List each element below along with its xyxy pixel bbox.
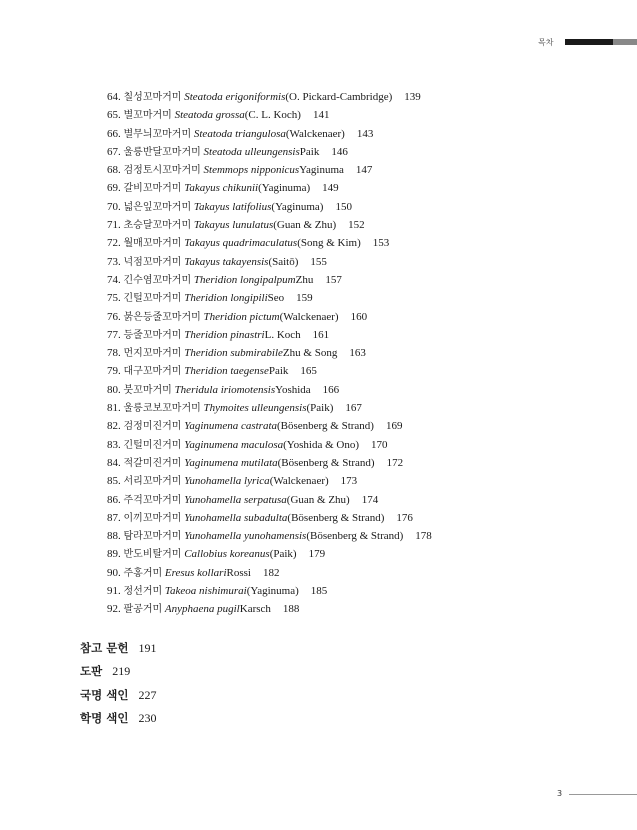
toc-entry[interactable]	[107, 362, 432, 380]
toc-entry-number: 66.	[107, 127, 121, 140]
toc-entry-author: Zhu & Song	[282, 347, 338, 360]
toc-entry-number: 72.	[107, 237, 121, 250]
toc-entry[interactable]	[107, 234, 432, 252]
toc-entry[interactable]	[107, 326, 432, 344]
toc-entry-author: Yaginuma	[299, 164, 344, 177]
toc-entry-korean-name: 긴털꼬마거미	[123, 293, 182, 305]
toc-entry-scientific-name: Takayus lunulatus	[193, 219, 274, 232]
toc-entry-korean-name: 주걱꼬마거미	[123, 494, 182, 506]
toc-entry-page: 182	[262, 566, 280, 579]
toc-entry-scientific-name: Yaginumena maculosa	[184, 438, 284, 451]
toc-entry-korean-name: 갈비꼬마거미	[123, 183, 182, 195]
toc-entry-author: L. Koch	[264, 328, 301, 341]
toc-entry-scientific-name: Theridion submirabile	[184, 347, 283, 360]
toc-entry-korean-name: 서리꼬마거미	[123, 476, 182, 488]
toc-entry-page: 150	[335, 200, 352, 213]
toc-entry-number: 78.	[107, 347, 121, 360]
toc-entry-scientific-name: Theridion longipalpum	[193, 273, 296, 286]
toc-entry[interactable]	[107, 491, 432, 509]
toc-entry-korean-name: 울릉코보꼬마거미	[123, 403, 201, 415]
toc-entry[interactable]	[107, 106, 432, 124]
toc-entry-korean-name: 정선거미	[123, 586, 163, 598]
section-page: 230	[138, 710, 157, 725]
toc-entry-page: 146	[331, 145, 348, 158]
toc-entry-page: 166	[322, 383, 340, 396]
toc-entry-korean-name: 검정토시꼬마거미	[123, 165, 201, 177]
toc-entry-author: (Bösenberg & Strand)	[277, 420, 374, 433]
toc-entry-page: 141	[312, 109, 330, 122]
toc-entry-page: 139	[404, 91, 421, 103]
toc-entry-scientific-name: Theridion longipili	[184, 292, 268, 305]
toc-entry-number: 85.	[107, 475, 121, 488]
toc-entry-scientific-name: Yunohamella serpatusa	[184, 493, 287, 506]
toc-entry-page: 161	[312, 328, 330, 341]
toc-entry-page: 170	[371, 438, 388, 451]
toc-entry[interactable]	[107, 344, 432, 362]
toc-entry-number: 77.	[107, 328, 121, 341]
sections-list	[80, 637, 156, 730]
toc-entry-page: 159	[296, 292, 313, 305]
toc-entry[interactable]	[107, 381, 432, 399]
toc-entry-scientific-name: Takayus chikunii	[184, 182, 259, 195]
toc-entry-page: 167	[345, 402, 362, 415]
toc-entry-korean-name: 이끼꼬마거미	[123, 512, 182, 524]
toc-entry[interactable]	[107, 179, 432, 197]
section-entry[interactable]	[80, 707, 156, 730]
toc-entry[interactable]	[107, 545, 432, 563]
toc-entry[interactable]	[107, 216, 432, 234]
toc-entry-number: 67.	[107, 145, 121, 158]
toc-entry-scientific-name: Callobius koreanus	[184, 548, 270, 561]
toc-entry-page: 176	[396, 511, 413, 524]
toc-entry[interactable]	[107, 271, 432, 289]
toc-entry-author: (Yoshida & Ono)	[283, 438, 360, 451]
toc-entry[interactable]	[107, 125, 432, 143]
toc-entry-page: 143	[356, 127, 374, 140]
toc-entry[interactable]	[107, 454, 432, 472]
toc-entry-scientific-name: Takayus latifolius	[193, 200, 272, 213]
section-title: 도판	[80, 664, 103, 679]
toc-entry-number: 64.	[107, 91, 121, 103]
toc-entry-scientific-name: Yaginumena castrata	[184, 420, 278, 433]
toc-entry[interactable]	[107, 564, 432, 582]
toc-entry-number: 83.	[107, 438, 121, 451]
toc-entry-page: 155	[310, 255, 327, 268]
toc-entry-number: 86.	[107, 493, 121, 506]
toc-entry-author: Paik	[299, 145, 320, 158]
toc-entry-korean-name: 먼지꼬마거미	[123, 348, 182, 360]
toc-entry-scientific-name: Yunohamella lyrica	[184, 475, 270, 488]
toc-entry-scientific-name: Steatoda erigoniformis	[184, 91, 286, 103]
toc-entry-author: (Bösenberg & Strand)	[306, 530, 404, 543]
toc-entry-number: 70.	[107, 200, 121, 213]
toc-entry-page: 149	[322, 182, 339, 195]
toc-entry-scientific-name: Stemmops nipponicus	[203, 164, 300, 177]
toc-entry[interactable]	[107, 289, 432, 307]
toc-entry-number: 92.	[107, 603, 121, 616]
toc-entry-number: 82.	[107, 420, 121, 433]
toc-entry-scientific-name: Takayus quadrimaculatus	[184, 237, 298, 250]
toc-entry-author: (Walckenaer)	[269, 475, 329, 488]
toc-entry-korean-name: 팔공거미	[123, 604, 163, 616]
toc-entry-author: (Paik)	[306, 402, 334, 415]
section-title: 참고 문헌	[80, 641, 129, 655]
section-page: 219	[112, 664, 131, 679]
toc-entry-scientific-name: Yunohamella subadulta	[184, 511, 288, 524]
toc-entry-author: (Yaginuma)	[258, 182, 311, 195]
toc-entry-korean-name: 붉은등줄꼬마거미	[123, 311, 201, 323]
toc-entry-author: Yoshida	[275, 383, 311, 396]
footer-rule	[569, 794, 637, 795]
toc-entry-number: 89.	[107, 548, 121, 561]
toc-entry-number: 90.	[107, 566, 121, 579]
toc-entry-page: 153	[372, 237, 390, 250]
toc-entry-scientific-name: Thymoites ulleungensis	[203, 402, 307, 415]
toc-entry-scientific-name: Steatoda triangulosa	[193, 127, 286, 140]
toc-entry-number: 73.	[107, 255, 121, 268]
section-entry[interactable]	[80, 660, 156, 683]
toc-entry[interactable]	[107, 253, 432, 271]
toc-entry-author: Zhu	[295, 273, 314, 286]
section-entry[interactable]	[80, 684, 156, 707]
toc-entry-author: (Walckenaer)	[279, 310, 339, 323]
toc-entry-scientific-name: Yunohamella yunohamensis	[184, 530, 307, 543]
toc-entry-korean-name: 울릉반달꼬마거미	[123, 146, 201, 158]
toc-entry-author: (Guan & Zhu)	[286, 493, 350, 506]
header-section-label: 목차	[538, 38, 554, 47]
toc-entry[interactable]	[107, 88, 432, 106]
toc-entry[interactable]	[107, 308, 432, 326]
toc-entry-korean-name: 붓꼬마거미	[123, 384, 172, 396]
toc-entry-author: (Saitō)	[268, 255, 299, 268]
toc-entry-author: Karsch	[239, 603, 271, 616]
toc-entry-korean-name: 긴수염꼬마거미	[123, 274, 192, 286]
toc-entry-page: 188	[282, 603, 300, 616]
page-number: 3	[557, 789, 563, 798]
toc-entry-korean-name: 적갈미진거미	[123, 457, 182, 469]
toc-entry[interactable]	[107, 472, 432, 490]
toc-entry-scientific-name: Theridion pinastri	[184, 328, 265, 341]
toc-entry-page: 178	[415, 530, 432, 543]
toc-entry-author: (Bösenberg & Strand)	[287, 511, 385, 524]
toc-entry-number: 69.	[107, 182, 121, 195]
toc-list	[107, 88, 432, 619]
toc-entry-scientific-name: Takeoa nishimurai	[164, 585, 247, 598]
header-decorative-bar	[565, 39, 637, 45]
toc-entry-author: (Paik)	[269, 548, 297, 561]
toc-entry-author: (C. L. Koch)	[244, 109, 301, 122]
toc-entry-author: (Yaginuma)	[271, 200, 324, 213]
toc-entry-korean-name: 월매꼬마거미	[123, 238, 182, 250]
toc-entry-page: 185	[310, 585, 328, 598]
toc-entry-scientific-name: Theridion taegense	[184, 365, 269, 378]
toc-entry-korean-name: 탐라꼬마거미	[123, 531, 182, 543]
toc-entry[interactable]	[107, 600, 432, 618]
toc-entry[interactable]	[107, 161, 432, 179]
toc-entry-scientific-name: Anyphaena pugil	[164, 603, 240, 616]
toc-entry-korean-name: 검정미진거미	[123, 421, 182, 433]
toc-entry-number: 88.	[107, 530, 121, 543]
toc-entry[interactable]	[107, 198, 432, 216]
toc-entry-page: 172	[386, 456, 404, 469]
section-title: 국명 색인	[80, 687, 129, 702]
toc-entry-number: 81.	[107, 402, 121, 415]
toc-entry[interactable]	[107, 582, 432, 600]
toc-entry[interactable]	[107, 417, 432, 435]
toc-entry-korean-name: 주홍거미	[123, 567, 163, 579]
toc-entry-number: 87.	[107, 511, 121, 524]
toc-entry-korean-name: 별꼬마거미	[123, 110, 172, 122]
toc-entry-number: 80.	[107, 383, 121, 396]
section-entry[interactable]	[80, 637, 156, 660]
toc-entry-scientific-name: Eresus kollari	[164, 566, 227, 579]
toc-entry-author: (O. Pickard-Cambridge)	[285, 91, 393, 103]
toc-entry-scientific-name: Takayus takayensis	[184, 255, 269, 268]
toc-entry-author: (Bösenberg & Strand)	[277, 456, 375, 469]
toc-entry-number: 84.	[107, 456, 121, 469]
toc-entry-number: 76.	[107, 310, 121, 323]
toc-entry-author: Seo	[267, 292, 285, 305]
toc-entry-author: (Yaginuma)	[246, 585, 299, 598]
toc-entry-number: 75.	[107, 292, 121, 305]
toc-entry-page: 160	[350, 310, 368, 323]
toc-entry-korean-name: 별무늬꼬마거미	[123, 128, 192, 140]
toc-entry-korean-name: 반도비탈거미	[123, 549, 182, 561]
toc-entry[interactable]	[107, 436, 432, 454]
toc-entry-page: 179	[308, 548, 326, 561]
toc-entry-page: 147	[355, 164, 373, 177]
toc-entry-author: (Song & Kim)	[297, 237, 361, 250]
toc-entry-number: 68.	[107, 164, 121, 177]
section-title: 학명 색인	[80, 710, 129, 725]
toc-entry-scientific-name: Steatoda grossa	[174, 109, 245, 122]
toc-entry-number: 91.	[107, 585, 121, 598]
toc-entry-number: 65.	[107, 109, 121, 122]
toc-entry-korean-name: 넓은잎꼬마거미	[123, 201, 192, 213]
section-page: 191	[138, 641, 157, 655]
toc-entry[interactable]	[107, 509, 432, 527]
toc-entry-page: 165	[300, 365, 317, 378]
toc-entry-korean-name: 등줄꼬마거미	[123, 329, 182, 341]
toc-entry-page: 157	[325, 273, 342, 286]
toc-entry-number: 79.	[107, 365, 121, 378]
toc-entry-korean-name: 긴털미진거미	[123, 439, 182, 451]
toc-entry-author: Rossi	[226, 566, 251, 579]
toc-entry-page: 174	[361, 493, 379, 506]
toc-entry-author: Paik	[268, 365, 289, 378]
toc-entry-page: 173	[340, 475, 358, 488]
toc-entry-korean-name: 칠성꼬마거미	[123, 92, 182, 103]
toc-entry[interactable]	[107, 143, 432, 161]
toc-entry-page: 169	[385, 420, 403, 433]
section-page: 227	[138, 687, 157, 702]
toc-entry-scientific-name: Yaginumena mutilata	[184, 456, 278, 469]
toc-entry-korean-name: 넉점꼬마거미	[123, 256, 182, 268]
toc-entry-scientific-name: Steatoda ulleungensis	[203, 145, 300, 158]
toc-entry-number: 71.	[107, 219, 121, 232]
toc-entry-page: 152	[348, 219, 365, 232]
toc-entry-page: 163	[349, 347, 366, 360]
toc-entry[interactable]	[107, 527, 432, 545]
toc-entry-author: (Walckenaer)	[285, 127, 345, 140]
toc-entry-author: (Guan & Zhu)	[273, 219, 337, 232]
toc-entry-korean-name: 초승달꼬마거미	[123, 220, 192, 232]
toc-entry-scientific-name: Theridula iriomotensis	[174, 383, 276, 396]
toc-entry-number: 74.	[107, 273, 121, 286]
toc-entry-scientific-name: Theridion pictum	[203, 310, 280, 323]
toc-entry-korean-name: 대구꼬마거미	[123, 366, 182, 378]
toc-entry[interactable]	[107, 399, 432, 417]
